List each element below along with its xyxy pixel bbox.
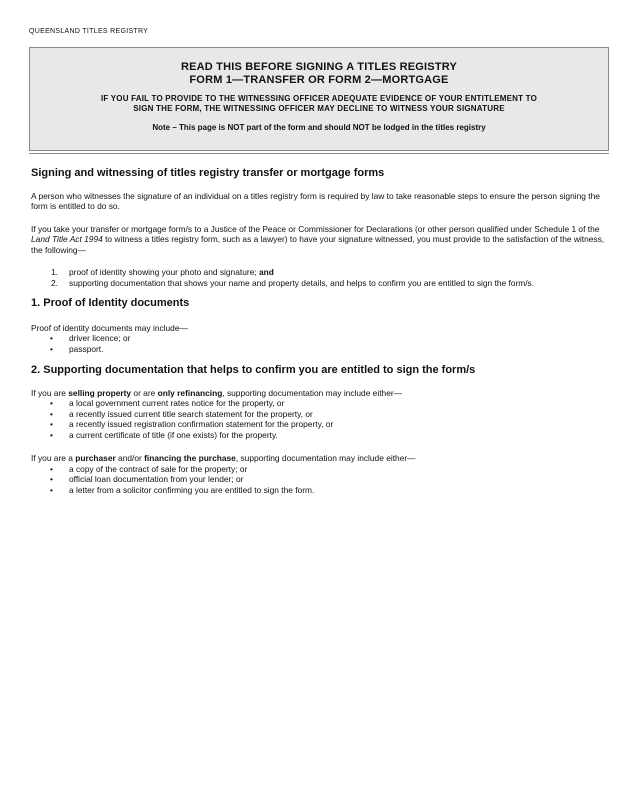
bullet-icon: • xyxy=(50,474,53,484)
purchaser-bold: purchaser xyxy=(75,453,116,463)
notice-warning-line-1: IF YOU FAIL TO PROVIDE TO THE WITNESSING OFFICER ADEQUATE EVIDENCE OF YOUR ENTITLEMENT TO xyxy=(100,94,538,103)
purchase-intro xyxy=(31,453,606,464)
item-bold-text: and xyxy=(258,267,274,277)
intro-paragraph: A person who witnesses the signature of an individual on a titles registry form is required by law to take reasonable steps to ensure the person signing the form is entitled to do so. xyxy=(31,190,600,211)
list-item xyxy=(31,464,606,475)
notice-warning xyxy=(30,94,608,114)
list-item xyxy=(31,430,606,441)
list-item-text: a copy of the contract of sale for the property; or xyxy=(69,463,248,474)
list-item-text: driver licence; or xyxy=(69,333,131,343)
witness-text-end: to witness a titles registry form, such as a lawyer) to have your signature witnessed, you must provide to the satisfaction of the witness, the following— xyxy=(31,234,605,255)
witness-text-start: If you take your transfer or mortgage form/s to a Justice of the Peace or Commissioner for Declarations (or other person qualified under Schedule 1 of the xyxy=(31,223,600,234)
notice-note: Note – This page is NOT part of the form and should NOT be lodged in the titles registry xyxy=(152,123,486,132)
document-body xyxy=(31,168,606,495)
act-title: Land Title Act 1994 xyxy=(31,234,103,244)
section-1-intro: Proof of identity documents may include— xyxy=(31,322,188,333)
selling-intro-mid: or are xyxy=(131,387,158,398)
page-heading: Signing and witnessing of titles registry transfer or mortgage forms xyxy=(31,167,385,179)
selling-intro xyxy=(31,388,606,399)
item-text: proof of identity showing your photo and signature; xyxy=(69,267,259,277)
item-number: 2. xyxy=(51,277,58,288)
identity-documents-list xyxy=(31,333,606,354)
notice-title xyxy=(30,61,608,87)
requirement-item xyxy=(31,278,606,289)
selling-intro-end: , supporting documentation may include either— xyxy=(222,387,403,398)
bullet-icon: • xyxy=(50,463,53,474)
bullet-icon: • xyxy=(50,408,53,419)
list-item-text: a recently issued current title search statement for the property, or xyxy=(69,408,313,419)
notice-title-line-2: FORM 1—TRANSFER OR FORM 2—MORTGAGE xyxy=(189,74,449,86)
bullet-icon: • xyxy=(50,343,53,354)
requirements-list xyxy=(31,267,606,288)
registry-label: QUEENSLAND TITLES REGISTRY xyxy=(29,28,149,35)
section-2-heading: 2. Supporting documentation that helps to confirm you are entitled to sign the form/s xyxy=(31,364,476,376)
list-item-text: a recently issued registration confirmation statement for the property, or xyxy=(69,419,334,429)
notice-warning-line-2: SIGN THE FORM, THE WITNESSING OFFICER MAY DECLINE TO WITNESS YOUR SIGNATURE xyxy=(133,104,505,113)
divider xyxy=(29,153,609,154)
bullet-icon: • xyxy=(50,484,53,495)
item-text: supporting documentation that shows your name and property details, and helps to confirm you are entitled to sign the form/s. xyxy=(69,277,535,288)
list-item xyxy=(31,485,606,496)
section-1-heading: 1. Proof of Identity documents xyxy=(31,297,190,309)
list-item xyxy=(31,419,606,430)
item-number: 1. xyxy=(51,267,58,277)
bullet-icon: • xyxy=(50,419,53,429)
list-item xyxy=(31,409,606,420)
list-item-text: a current certificate of title (if one exists) for the property. xyxy=(69,429,278,440)
list-item-text: passport. xyxy=(69,343,104,354)
purchase-intro-text: If you are a xyxy=(31,453,76,463)
bullet-icon: • xyxy=(50,429,53,440)
list-item xyxy=(31,474,606,485)
list-item-text: official loan documentation from your lender; or xyxy=(69,474,244,484)
purchase-intro-end: , supporting documentation may include either— xyxy=(235,453,416,463)
notice-box xyxy=(29,47,609,151)
list-item xyxy=(31,344,606,355)
requirement-item xyxy=(31,267,606,278)
financing-bold: financing the purchase xyxy=(144,453,236,463)
selling-intro-text: If you are xyxy=(31,387,69,398)
witness-paragraph xyxy=(31,224,606,256)
notice-title-line-1: READ THIS BEFORE SIGNING A TITLES REGISTRY xyxy=(180,61,458,73)
list-item xyxy=(31,333,606,344)
purchase-intro-mid: and/or xyxy=(115,453,145,463)
bullet-icon: • xyxy=(50,398,53,408)
bullet-icon: • xyxy=(50,333,53,343)
only-refinancing-bold: only refinancing xyxy=(157,387,223,398)
list-item-text: a letter from a solicitor confirming you are entitled to sign the form. xyxy=(69,484,315,495)
selling-documents-list xyxy=(31,398,606,440)
selling-property-bold: selling property xyxy=(68,387,132,398)
list-item-text: a local government current rates notice for the property, or xyxy=(69,398,285,408)
purchase-documents-list xyxy=(31,464,606,496)
list-item xyxy=(31,398,606,409)
